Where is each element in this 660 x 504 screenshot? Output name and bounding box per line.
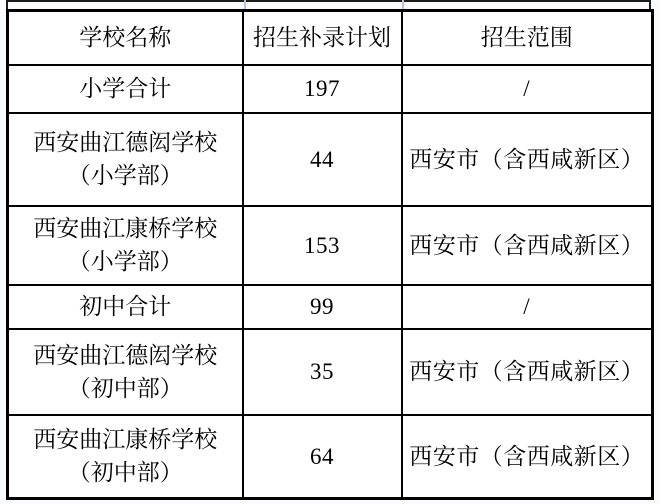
school-name-line1: 西安曲江康桥学校 [33,216,218,241]
scope-value-cell: 西安市（含西咸新区） [402,206,653,285]
school-name-cell [8,329,243,415]
cropped-table-bottom-edge-line [6,0,651,2]
plan-value-cell: 153 [243,206,402,285]
school-name-cell [8,285,243,329]
plan-value-cell: 35 [243,329,402,415]
table-row [8,206,653,285]
school-name-line2: （小学部） [67,163,183,188]
school-name-line1: 西安曲江康桥学校 [33,427,218,453]
plan-value-cell: 197 [243,65,402,113]
scope-value-cell: / [402,285,653,329]
school-name-line1: 西安曲江德闳学校 [33,342,218,368]
plan-value-cell: 44 [243,113,402,206]
table-row [8,113,653,206]
school-name-cell [8,113,243,206]
school-name-cell [8,206,243,285]
school-name-line2: （初中部） [67,375,183,401]
scope-value-cell: 西安市（含西咸新区） [402,329,653,415]
table-row [8,329,653,415]
scope-value-cell: 西安市（含西咸新区） [402,415,653,499]
table-row [8,65,653,113]
header-enrollment-plan: 招生补录计划 [243,11,402,65]
plan-value-cell: 64 [243,415,402,499]
plan-value-cell: 99 [243,285,402,329]
header-school-name: 学校名称 [8,11,243,65]
school-name-line1: 小学合计 [79,76,172,101]
school-name-cell [8,415,243,499]
school-name-line2: （初中部） [67,460,183,486]
enrollment-table [6,9,654,500]
table-row [8,415,653,499]
school-name-line2: （小学部） [67,249,183,274]
table-row [8,285,653,329]
school-name-line1: 初中合计 [79,294,172,319]
header-row [8,11,653,65]
cropped-column-divider-stub [402,0,404,9]
school-name-cell [8,65,243,113]
scope-value-cell: 西安市（含西咸新区） [402,113,653,206]
scope-value-cell: / [402,65,653,113]
header-enrollment-scope: 招生范围 [402,11,653,65]
school-name-line1: 西安曲江德闳学校 [33,130,218,155]
cropped-column-divider-stub [244,0,246,9]
